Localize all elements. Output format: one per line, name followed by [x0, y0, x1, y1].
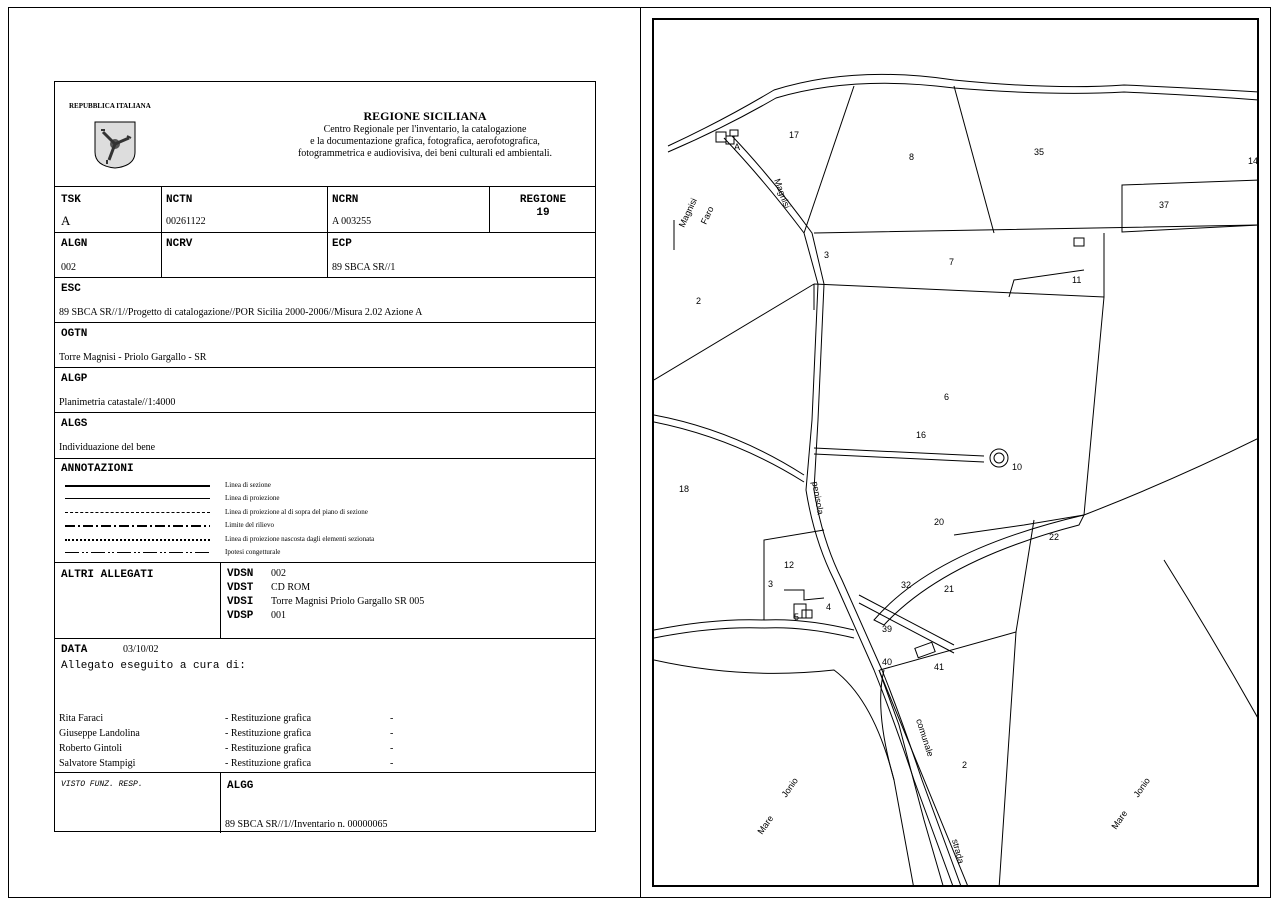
map-label-road: penisola [810, 480, 826, 516]
data-label: DATA [61, 644, 88, 656]
ncrv-label: NCRV [166, 238, 193, 250]
map-label: 2 [696, 296, 702, 306]
legend-line-limit [65, 525, 210, 527]
map-label: 35 [1034, 147, 1045, 157]
legend-label-hypothesis: Ipotesi congetturale [225, 548, 281, 556]
annotazioni-label: ANNOTAZIONI [61, 463, 134, 475]
map-label-road: strada [950, 837, 967, 865]
region-description: Centro Regionale per l'inventario, la catalogazione e la documentazione grafica, fotografica, aerofotografica, fotogrammetrica e audiovisiva, dei beni culturali ed ambientali. [297, 124, 553, 159]
algp-label: ALGP [61, 373, 88, 385]
map-label-sea: Mare [1109, 808, 1130, 832]
republic-label: REPUBBLICA ITALIANA [69, 102, 151, 110]
legend-line-hidden [65, 539, 210, 541]
person-name: Giuseppe Landolina [59, 728, 140, 739]
legend-line-hypothesis [65, 552, 210, 553]
legend-line-section [65, 485, 210, 487]
person-name: Roberto Gintoli [59, 743, 123, 754]
map-label: 10 [1012, 462, 1023, 472]
page-divider [640, 7, 641, 898]
map-label: 8 [909, 152, 915, 162]
map-label: 3 [824, 250, 830, 260]
map-label-sea: Jonio [779, 775, 800, 800]
map-label: 14 [1248, 156, 1259, 166]
region-title: REGIONE SICILIANA [363, 109, 487, 123]
vdsp-key: VDSP [227, 610, 254, 622]
map-label: A [734, 142, 741, 152]
map-label-place: Faro [698, 204, 716, 226]
map-label-road: comunale [914, 717, 936, 758]
person-dash: - [390, 758, 394, 769]
map-label: 3 [768, 579, 774, 589]
parcel-line [804, 86, 854, 233]
map-label: 18 [679, 484, 690, 494]
sicily-emblem-icon [93, 120, 137, 170]
person-role: - Restituzione grafica [225, 713, 312, 724]
map-label: 41 [934, 662, 945, 672]
road-magnisi [724, 138, 954, 887]
map-label: 17 [789, 130, 800, 140]
ogtn-value: Torre Magnisi - Priolo Gargallo - SR [59, 352, 207, 363]
vdsi-value: Torre Magnisi Priolo Gargallo SR 005 [271, 596, 425, 607]
person-name: Salvatore Stampigi [59, 758, 136, 769]
legend-line-above [65, 512, 210, 513]
map-label: 11 [1072, 275, 1082, 285]
map-label: 12 [784, 560, 795, 570]
map-label-place: Magnisi [676, 196, 699, 229]
map-label: 4 [826, 602, 832, 612]
vdsn-key: VDSN [227, 568, 254, 580]
algn-value: 002 [61, 262, 76, 273]
legend-label-section: Linea di sezione [225, 481, 271, 489]
person-role: - Restituzione grafica [225, 758, 312, 769]
ecp-label: ECP [332, 238, 352, 250]
coastline-north [668, 74, 1259, 146]
vdst-key: VDST [227, 582, 254, 594]
data-subtitle: Allegato eseguito a cura di: [61, 660, 246, 672]
parcel-line [954, 86, 994, 233]
map-label: 40 [882, 657, 893, 667]
ncrn-value: A 003255 [332, 216, 372, 227]
algg-label: ALGG [227, 780, 254, 792]
person-name: Rita Faraci [59, 713, 104, 724]
legend-line-projection [65, 498, 210, 499]
map-label: 16 [916, 430, 927, 440]
map-label-sea: Mare [755, 813, 776, 837]
map-label: 39 [882, 624, 893, 634]
map-label-road: Magnisi [772, 177, 793, 210]
map-label: 22 [1049, 532, 1060, 542]
vdsn-value: 002 [271, 568, 286, 579]
algn-label: ALGN [61, 238, 88, 250]
ogtn-label: OGTN [61, 328, 88, 340]
map-label: 7 [949, 257, 955, 267]
map-drawing [654, 20, 1259, 887]
person-role: - Restituzione grafica [225, 728, 312, 739]
regione-label: REGIONE [519, 194, 567, 206]
vdsi-key: VDSI [227, 596, 254, 608]
algp-value: Planimetria catastale//1:4000 [59, 397, 176, 408]
nctn-label: NCTN [166, 194, 193, 206]
map-label: 37 [1159, 200, 1170, 210]
tsk-label: TSK [61, 194, 81, 206]
person-dash: - [390, 743, 394, 754]
map-label: 5 [794, 612, 800, 622]
esc-value: 89 SBCA SR//1//Progetto di catalogazione//POR Sicilia 2000-2006//Misura 2.02 Azione A [59, 307, 423, 318]
vdsp-value: 001 [271, 610, 286, 621]
esc-label: ESC [61, 283, 81, 295]
data-date: 03/10/02 [123, 644, 159, 655]
tsk-value: A [61, 213, 71, 228]
ecp-value: 89 SBCA SR//1 [332, 262, 396, 273]
algg-value: 89 SBCA SR//1//Inventario n. 00000065 [225, 819, 388, 830]
nctn-value: 00261122 [166, 216, 206, 227]
catalog-card [54, 81, 596, 832]
cadastral-map [652, 18, 1259, 887]
person-role: - Restituzione grafica [225, 743, 312, 754]
legend-label-above: Linea di proiezione al di sopra del piano di sezione [225, 508, 368, 516]
map-label: 20 [934, 517, 945, 527]
allegati-label: ALTRI ALLEGATI [61, 569, 154, 581]
legend-label-limit: Limite del rilievo [225, 521, 274, 529]
visto-label: VISTO FUNZ. RESP. [61, 780, 143, 789]
map-label: 32 [901, 580, 912, 590]
map-label-sea: Jonio [1131, 775, 1152, 800]
map-label: 6 [944, 392, 950, 402]
legend-label-hidden: Linea di proiezione nascosta dagli elementi sezionata [225, 535, 375, 543]
regione-value: 19 [536, 207, 550, 219]
map-label: 2 [962, 760, 968, 770]
algs-value: Individuazione del bene [59, 442, 156, 453]
algs-label: ALGS [61, 418, 88, 430]
legend-label-projection: Linea di proiezione [225, 494, 280, 502]
person-dash: - [390, 713, 394, 724]
vdst-value: CD ROM [271, 582, 311, 593]
person-dash: - [390, 728, 394, 739]
ncrn-label: NCRN [332, 194, 359, 206]
map-label: 21 [944, 584, 955, 594]
coastline-north-inner [668, 83, 1259, 152]
